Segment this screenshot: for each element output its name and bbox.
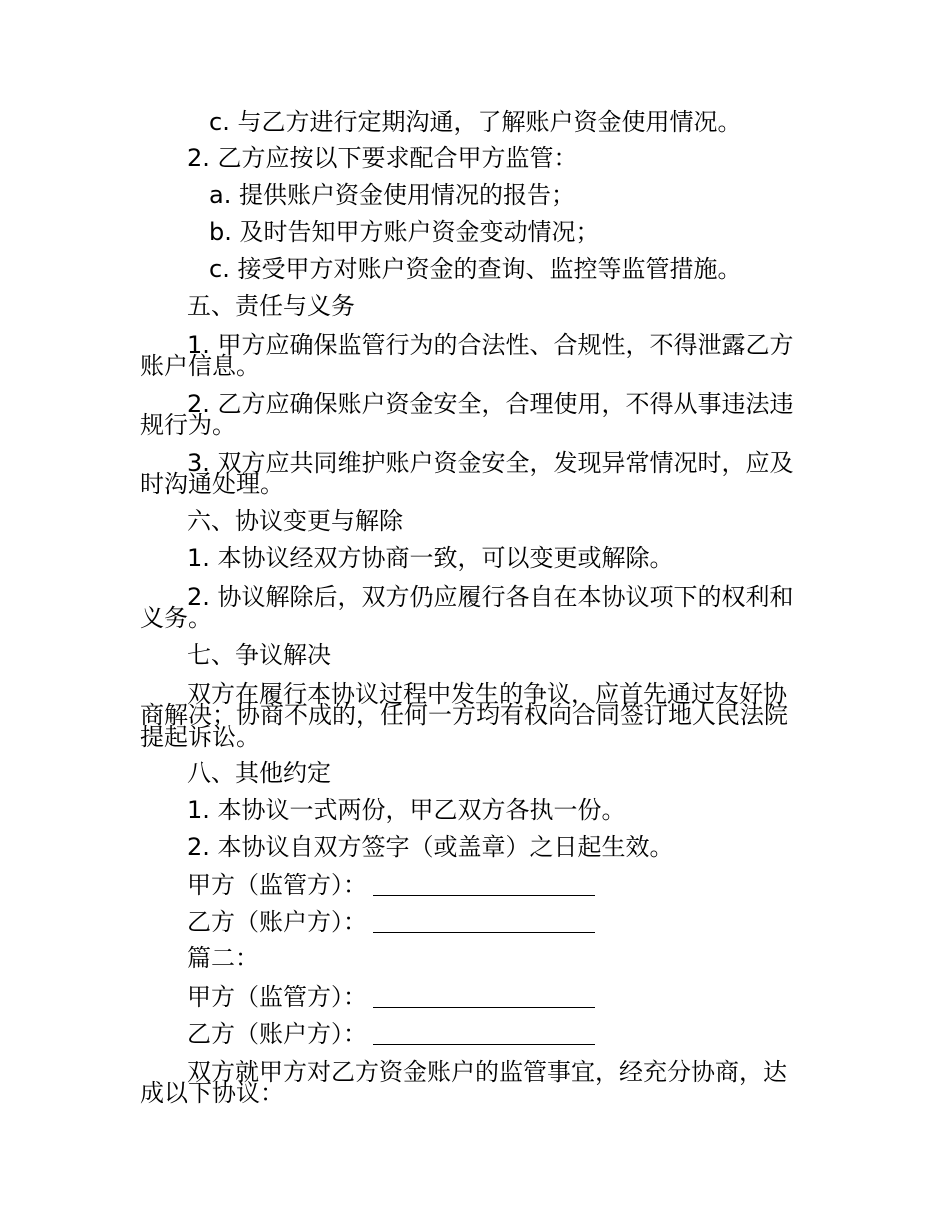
signature-line: [373, 1022, 595, 1045]
clause-7-line3: 提起诉讼。: [140, 723, 260, 751]
part2-signature-party-b: [187, 1020, 595, 1048]
section-6-heading: 六、协议变更与解除: [187, 507, 403, 535]
clause-4-2-a: a. 提供账户资金使用情况的报告；: [209, 181, 575, 209]
clause-5-3-line1: 3. 双方应共同维护账户资金安全，发现异常情况时，应及: [187, 449, 794, 477]
part-2-heading: 篇二：: [187, 944, 259, 972]
clause-8-2: 2. 本协议自双方签字（或盖章）之日起生效。: [187, 833, 674, 861]
clause-4-1-c: c. 与乙方进行定期沟通，了解账户资金使用情况。: [209, 108, 742, 136]
clause-7-line2: 商解决；协商不成的，任何一方均有权向合同签订地人民法院: [140, 701, 788, 729]
signature-line: [373, 910, 595, 933]
clause-5-1-line1: 1. 甲方应确保监管行为的合法性、合规性，不得泄露乙方: [187, 331, 794, 359]
part2-party-b-label: 乙方（账户方）：: [187, 1020, 367, 1048]
signature-party-a: [187, 871, 595, 899]
clause-4-2: 2. 乙方应按以下要求配合甲方监管：: [187, 144, 578, 172]
signature-line: [373, 873, 595, 896]
signature-line: [373, 985, 595, 1008]
part2-party-a-label: 甲方（监管方）：: [187, 983, 367, 1011]
clause-5-1-line2: 账户信息。: [140, 352, 260, 380]
clause-4-2-b: b. 及时告知甲方账户资金变动情况；: [209, 218, 600, 246]
clause-5-2-line2: 规行为。: [140, 411, 236, 439]
section-5-heading: 五、责任与义务: [187, 292, 355, 320]
clause-4-2-c: c. 接受甲方对账户资金的查询、监控等监管措施。: [209, 255, 742, 283]
section-8-heading: 八、其他约定: [187, 759, 331, 787]
signature-party-b-label: 乙方（账户方）：: [187, 908, 367, 936]
clause-8-1: 1. 本协议一式两份，甲乙双方各执一份。: [187, 796, 626, 824]
clause-6-2-line2: 义务。: [140, 604, 212, 632]
clause-6-2-line1: 2. 协议解除后，双方仍应履行各自在本协议项下的权利和: [187, 583, 794, 611]
clause-5-2-line1: 2. 乙方应确保账户资金安全，合理使用，不得从事违法违: [187, 390, 794, 418]
signature-party-b: [187, 908, 595, 936]
signature-party-a-label: 甲方（监管方）：: [187, 871, 367, 899]
part2-signature-party-a: [187, 983, 595, 1011]
clause-5-3-line2: 时沟通处理。: [140, 470, 284, 498]
part2-intro-line2: 成以下协议：: [140, 1079, 284, 1107]
clause-7-line1: 双方在履行本协议过程中发生的争议，应首先通过友好协: [187, 680, 787, 708]
section-7-heading: 七、争议解决: [187, 641, 331, 669]
clause-6-1: 1. 本协议经双方协商一致，可以变更或解除。: [187, 544, 674, 572]
part2-intro-line1: 双方就甲方对乙方资金账户的监管事宜，经充分协商，达: [187, 1058, 787, 1086]
